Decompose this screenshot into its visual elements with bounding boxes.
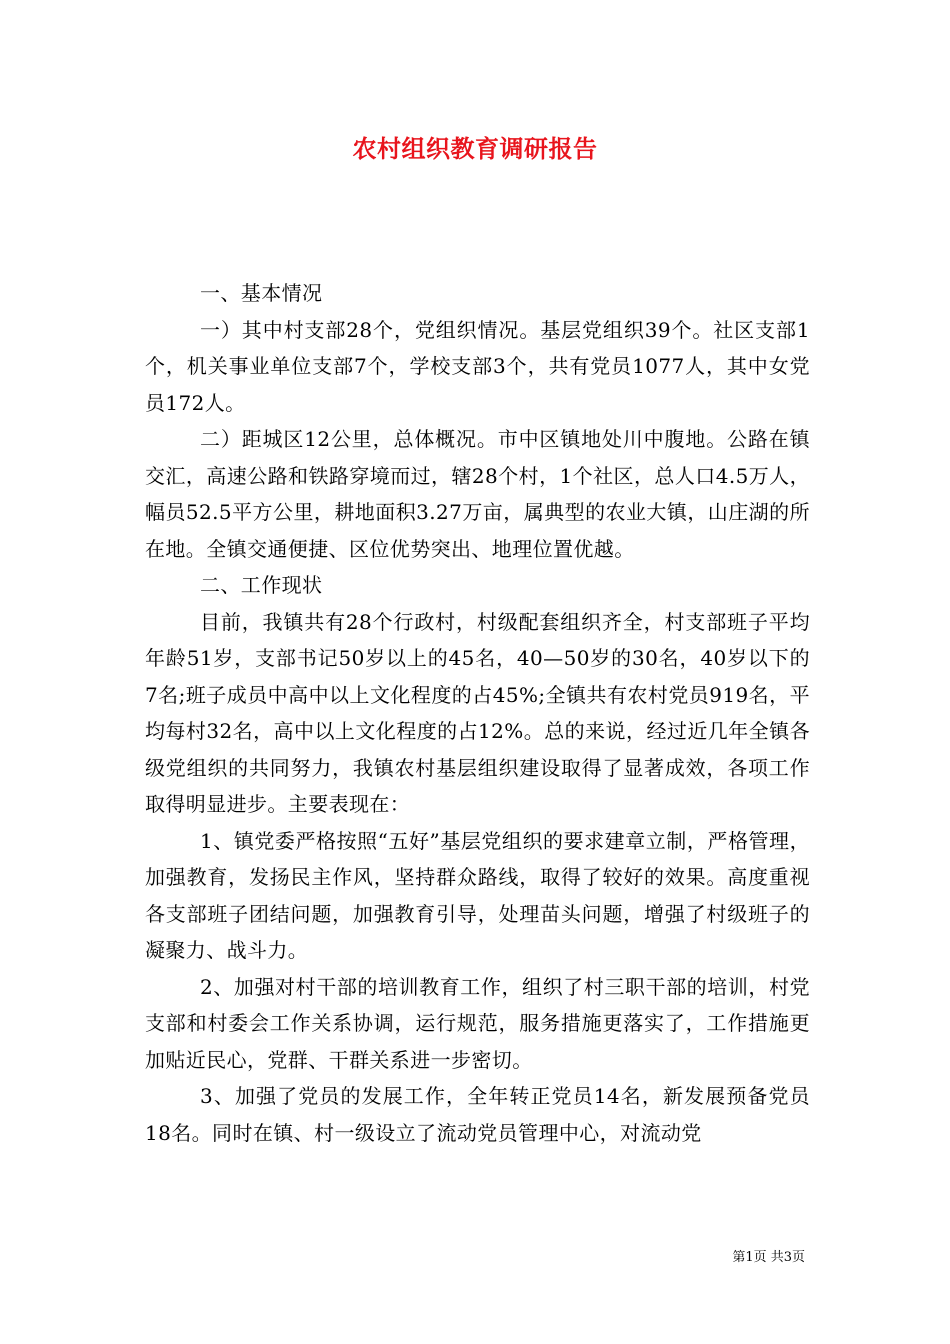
paragraph: 2、加强对村干部的培训教育工作，组织了村三职干部的培训，村党支部和村委会工作关系协调，运行规范，服务措施更落实了，工作措施更加贴近民心，党群、干群关系进一步密切。 bbox=[145, 974, 810, 1072]
paragraph: 3、加强了党员的发展工作，全年转正党员14名，新发展预备党员18名。同时在镇、村一级设立了流动党员管理中心，对流动党 bbox=[145, 1084, 810, 1145]
document-body bbox=[145, 275, 810, 1151]
paragraph: 二）距城区12公里，总体概况。市中区镇地处川中腹地。公路在镇交汇，高速公路和铁路穿境而过，辖28个村，1个社区，总人口4.5万人，幅员52.5平方公里，耕地面积3.27万亩，属典型的农业大镇，山庄湖的所在地。全镇交通便捷、区位优势突出、地理位置优越。 bbox=[145, 427, 810, 561]
paragraph: 1、镇党委严格按照“五好”基层党组织的要求建章立制，严格管理，加强教育，发扬民主作风，坚持群众路线，取得了较好的效果。高度重视各支部班子团结问题，加强教育引导，处理苗头问题，增强了村级班子的凝聚力、战斗力。 bbox=[145, 828, 810, 962]
section-heading: 一、基本情况 bbox=[200, 281, 323, 305]
page-number: 第1页 共3页 bbox=[732, 1250, 805, 1265]
section-heading: 二、工作现状 bbox=[200, 573, 323, 597]
paragraph: 目前，我镇共有28个行政村，村级配套组织齐全，村支部班子平均年龄51岁，支部书记50岁以上的45名，40—50岁的30名，40岁以下的7名;班子成员中高中以上文化程度的占45%;全镇共有农村党员919名，平均每村32名，高中以上文化程度的占12%。总的来说，经过近几年全镇各级党组织的共同努力，我镇农村基层组织建设取得了显著成效，各项工作取得明显进步。主要表现在： bbox=[145, 609, 810, 816]
paragraph: 一）其中村支部28个，党组织情况。基层党组织39个。社区支部1个，机关事业单位支部7个，学校支部3个，共有党员1077人，其中女党员172人。 bbox=[145, 317, 810, 415]
document-title: 农村组织教育调研报告 bbox=[352, 134, 598, 163]
